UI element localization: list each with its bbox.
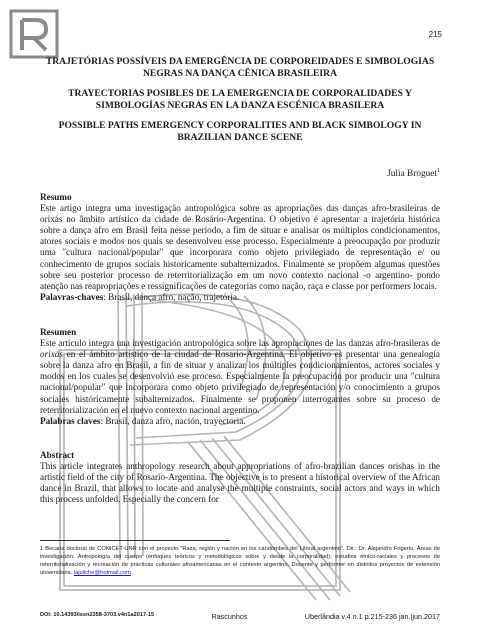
resumo-heading: Resumo [40, 192, 72, 202]
page-footer [40, 612, 440, 621]
title-spanish: TRAYECTORIAS POSIBLES DE LA EMERGENCIA DE CORPORALIDADES Y SIMBOLOGÍAS NEGRAS EN LA DANZA ESCÉNICA BRASILERA [68, 88, 412, 111]
author-line [387, 168, 440, 179]
resumen-keywords-text: : Brasil, danza afro, nación, trayectoria. [100, 415, 246, 426]
title-english: POSSIBLE PATHS EMERGENCY CORPORALITIES AND BLACK SIMBOLOGY IN BRAZILIAN DANCE SCENE [58, 120, 422, 143]
footnote [40, 545, 440, 577]
resumen-section [40, 327, 440, 427]
author-footnote-mark[interactable]: 1 [437, 168, 440, 174]
journal-name: Rascunhos [211, 612, 248, 621]
resumen-body-start: Este artículo integra una investigación antropológica sobre las apropiaciones de las danzas afro-brasileras de [40, 338, 440, 349]
resumo-keywords [40, 292, 440, 303]
resumen-keywords [40, 416, 440, 427]
citation-info: Uberlândia v.4 n.1 p.215-236 jan.|jun.2017 [304, 612, 440, 621]
resumen-heading: Resumen [40, 327, 77, 337]
resumen-body [40, 338, 440, 416]
resumen-keywords-label: Palabras claves [40, 415, 101, 426]
page-number: 215 [428, 30, 442, 39]
abstract-body: This article integrates anthropology research about appropriations of afro-brazilian dances orishas in the artistic field of the city of Rosario-Argentina. The objective is to present a historical overview of the African dance in Brazil, that allows to locate and analyse the multiple constraints, social actors and ways in which this process unfolded. Especially the concern for [40, 461, 440, 505]
footnote-email-link[interactable]: lajuliche@hotmail.com [73, 570, 131, 576]
resumo-body: Este artigo integra uma investigação antropológica sobre as apropriações das danças afro-brasileiras de orixás no âmbito artístico da cidade de Rosário-Argentina. O objetivo é apresentar a trajetória histórica sobre a dança afro em Brasil feita nesse período, a fim de situar e analisar os múltiplos condicionamentos, atores sociais e modos nos quais se desenvolveu esse processo. Especialmente a preocupação por produzir uma "cultura nacional/popular" que incorporara como objeto privilegiado de representação e/ ou conhecimento de grupos sociais historicamente subalternizados. Finalmente se propõem algumas questões sobre seu posterior processo de reterritorialização em um novo contexto nacional -o argentino- pondo atenção nas reapropriações e ressignificações de categorias como nação, raça e classe por performers locais. [40, 203, 440, 291]
abstract-section [40, 450, 440, 505]
title-block [40, 56, 440, 153]
resumen-body-end: en el ámbito artístico de la ciudad de Rosario-Argentina. El objetivo es presentar una genealogía sobre la danza afro en Brasil, a fin de situar y analizar los múltiples condicionamientos, actores sociales y modos en los cuales se desenvolvió ese proceso. Especialmente la preocupación por producir una "cultura nacional/popular" que incorporara como objeto privilegiado de representación y/o conocimiento a grupos sociales históricamente subalternizados. Finalmente se proponen interrogantes sobre su proceso de reterritorialización en el nuevo contexto nacional argentino. [40, 349, 440, 415]
resumo-keywords-text: : Brasil, dança afro, nação, trajetória. [103, 291, 240, 302]
title-portuguese: TRAJETÓRIAS POSSÍVEIS DA EMERGÊNCIA DE CORPOREIDADES E SIMBOLOGIAS NEGRAS NA DANÇA CÊNICA BRASILEIRA [45, 56, 435, 79]
resumo-keywords-label: Palavras-chaves [40, 291, 104, 302]
doi-label[interactable]: DOI: 10.14393/issn2358-3703.v4n1a2017-15 [40, 612, 155, 618]
journal-r-logo-icon [8, 8, 60, 60]
footnote-divider [40, 540, 230, 541]
resumo-section [40, 192, 440, 303]
footnote-text: 1 Becaria doctoral de CONICET-UNR con el proyecto "Raza, región y nación en los candombes del Litoral argentino". Dir.: Dr. Alejandro Frigerio. Áreas de investigación: Antropología del cuerpo (enfoques teóricos y metodológicos sobre y desde la corporalidad); estudios étnico-raciales y procesos de reterritorialización y recreación de prácticas culturales afroamericanas en el contexto argentino. Docente y performer en distintos proyectos de extensión universitaria. [40, 546, 440, 576]
resumen-body-italic: orixás [40, 349, 63, 360]
author-name: Julia Broguet [387, 169, 437, 180]
abstract-heading: Abstract [40, 450, 75, 460]
